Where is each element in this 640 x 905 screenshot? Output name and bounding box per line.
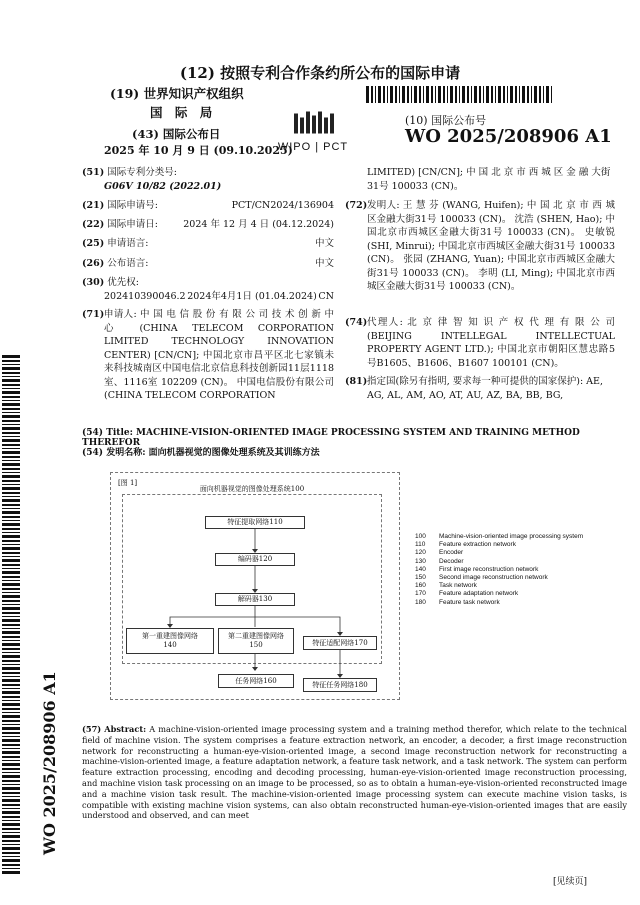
ipc-value: G06V 10/82 (2022.01)	[104, 180, 222, 192]
org-code: (19)	[110, 86, 140, 101]
legend-key: 100	[415, 533, 426, 540]
first-reconstruction-box: 第一重建图像网络 140	[126, 628, 214, 654]
field-22	[82, 218, 334, 232]
top-barcode	[366, 86, 552, 103]
designated-states-text: 指定国(除另有指明, 要求每一种可提供的国家保护): AE, AG, AL, AM, AO, AT, AU, AZ, BA, BB, BG,	[367, 376, 603, 401]
legend-item	[415, 582, 615, 590]
legend-item	[415, 533, 615, 541]
legend-value: Feature extraction network	[439, 541, 516, 549]
wipo-pct-text: WIPO | PCT	[277, 141, 349, 153]
legend-key: 170	[415, 590, 426, 598]
figure-label: [图 1]	[118, 479, 138, 487]
pubno-label-text: 国际公布号	[431, 114, 487, 127]
field-71	[82, 308, 334, 403]
figure-arrows	[110, 472, 400, 700]
field-72	[345, 199, 615, 294]
field-code: (30)	[82, 277, 105, 288]
field-30	[82, 276, 334, 303]
legend-item	[415, 599, 615, 607]
second-reconstruction-box: 第二重建图像网络 150	[218, 628, 294, 654]
legend-key: 120	[415, 549, 426, 557]
feature-extraction-box: 特征提取网络110	[205, 516, 305, 529]
abstract-text: A machine-vision-oriented image processing system and a training method therefor, which relate to the technical field of machine vision. The system comprises a feature extraction network, an encoder, a decoder, a first image reconstruction network for reconstructing a human-eye-vision-oriented image, a second image reconstruction network for reconstructing a machine-vision-oriented image, a feature adaptation network, a feature task network, and a task network. The system can perform feature extraction processing, encoding and decoding processing, human-eye-vision-oriented image reconstruction processing, and machine vision task processing on an image to be processed, so as to obtain a human-eye-vision-oriented reconstructed image and a machine vision task result. The machine-vision-oriented image processing system can execute machine vision tasks, is compatible with existing machine vision systems, can also obtain reconstructed human-eye-vision-oriented images that are easily understood and observed, and can meet	[82, 724, 627, 821]
applicant-continued: LIMITED) [CN/CN]; 中 国 北 京 市 西 城 区 金 融 大街31号 100033 (CN)。	[367, 167, 611, 192]
pubno-code: (10)	[405, 114, 428, 127]
legend-value: First image reconstruction network	[439, 565, 539, 573]
legend-key: 180	[415, 598, 426, 606]
field-code: (81)	[345, 376, 368, 387]
field-25	[82, 237, 334, 251]
field-code: (21)	[82, 200, 105, 211]
legend-key: 130	[415, 557, 426, 565]
filing-date: 2024 年 12 月 4 日 (04.12.2024)	[183, 219, 334, 230]
pubdate-code: (43)	[132, 127, 159, 141]
abstract-code: (57)	[82, 724, 102, 734]
field-label: 优先权:	[107, 277, 139, 288]
legend-value: Feature task network	[439, 598, 500, 606]
field-74	[345, 316, 615, 370]
field-label: 公布语言:	[107, 258, 149, 269]
legend-item	[415, 566, 615, 574]
legend-key: 140	[415, 565, 426, 573]
feature-adaptation-box: 特征适配网络170	[303, 636, 377, 650]
publication-language: 中文	[314, 258, 334, 269]
task-network-box: 任务网络160	[218, 674, 294, 688]
field-code: (22)	[82, 219, 105, 230]
legend-item	[415, 590, 615, 598]
field-label: 国际申请号:	[107, 200, 158, 211]
application-number: PCT/CN2024/136904	[231, 200, 334, 211]
applicant-text: 申请人: 中 国 电 信 股 份 有 限 公 司 技 术 创 新 中 心 (CHINA TELECOM CORPORATION LIMITED TECHNOLOGY INNOVATION CENTER) [CN/CN]; 中国北京市昌平区北七家镇未来科技城南区中国电信北京信息科技创新园11层1118室、1116室 102209 (CN)。 中国电信股份有限公司 (CHINA TELECOM CORPORATION	[104, 309, 334, 401]
legend-key: 110	[415, 541, 426, 549]
legend-value: Decoder	[439, 557, 464, 565]
field-label: 国际申请日:	[107, 219, 158, 230]
pubdate-label-text: 国际公布日	[162, 127, 221, 141]
side-barcode	[2, 355, 20, 875]
filing-language: 中文	[314, 238, 334, 249]
field-code: (71)	[82, 309, 105, 320]
org-line1: 世界知识产权组织	[143, 86, 244, 101]
legend-value: Feature adaptation network	[439, 590, 519, 598]
field-51	[82, 166, 334, 193]
field-code: (72)	[345, 200, 368, 211]
priority-date: 2024年4月1日 (01.04.2024)	[187, 290, 317, 302]
title-chinese-text: 发明名称: 面向机器视觉的图像处理系统及其训练方法	[106, 448, 320, 458]
field-label: 申请语言:	[107, 238, 149, 249]
feature-task-box: 特征任务网络180	[303, 678, 377, 692]
figure-legend	[415, 533, 615, 607]
legend-value: Task network	[439, 582, 477, 590]
org-line2: 国 际 局	[150, 105, 217, 120]
field-code: (51)	[82, 167, 105, 178]
legend-key: 150	[415, 574, 426, 582]
field-label: 国际专利分类号:	[107, 167, 177, 178]
field-code: (26)	[82, 258, 105, 269]
agent-text: 代理人: 北 京 律 智 知 识 产 权 代 理 有 限 公 司 (BEIJING INTELLEGAL INTELLECTUAL PROPERTY AGENT LTD.); 中国北京市朝阳区慧忠路5号B1605、B1606、B1607 100101 (CN)。	[367, 317, 615, 369]
encoder-box: 编码器120	[215, 553, 295, 566]
legend-value: Machine-vision-oriented image processing system	[439, 533, 584, 540]
decoder-box: 解码器130	[215, 593, 295, 606]
title-code: (54)	[82, 448, 104, 458]
legend-item	[415, 541, 615, 549]
legend-value: Encoder	[439, 549, 464, 557]
field-26	[82, 257, 334, 271]
pubdate-label	[132, 126, 220, 142]
field-81	[345, 375, 615, 402]
document-title: (12) 按照专利合作条约所公布的国际申请	[179, 64, 461, 82]
priority-number: 202410390046.2	[104, 290, 186, 302]
system-label: 面向机器视觉的图像处理系统100	[199, 485, 305, 493]
abstract-label: Abstract:	[104, 724, 147, 734]
legend-item	[415, 574, 615, 582]
title-code: (54)	[82, 428, 104, 438]
organization-name	[110, 86, 244, 102]
abstract	[82, 724, 627, 821]
field-21	[82, 199, 334, 213]
legend-key: 160	[415, 582, 426, 590]
inventors-text: 发明人: 王 慧 芬 (WANG, Huifen); 中 国 北 京 市 西 城区金融大街31号 100033 (CN)。 沈浩 (SHEN, Hao); 中国北京市西城区金融大街31号 100033 (CN)。 史敏锐 (SHI, Minrui); 中国北京市西城区金融大街31号 100033 (CN)。 张园 (ZHANG, Yuan); 中国北京市西城区金融大街31号 100033 (CN)。 李明 (LI, Ming); 中国北京市西城区金融大街31号 100033 (CN)。	[367, 200, 615, 292]
continued-note: [见续页]	[553, 877, 588, 887]
pubdate-value: 2025 年 10 月 9 日 (09.10.2025)	[104, 144, 293, 157]
legend-item	[415, 558, 615, 566]
legend-value: Second image reconstruction network	[439, 574, 548, 582]
field-code: (25)	[82, 238, 105, 249]
title-chinese	[82, 445, 622, 458]
legend-item	[415, 549, 615, 557]
field-code: (74)	[345, 317, 368, 328]
title-english-text: Title: MACHINE-VISION-ORIENTED IMAGE PROCESSING SYSTEM AND TRAINING METHOD THEREFOR	[82, 428, 580, 448]
publication-number: WO 2025/208906 A1	[405, 126, 612, 147]
side-publication-number: WO 2025/208906 A1	[40, 671, 59, 855]
priority-country: CN	[318, 290, 334, 302]
